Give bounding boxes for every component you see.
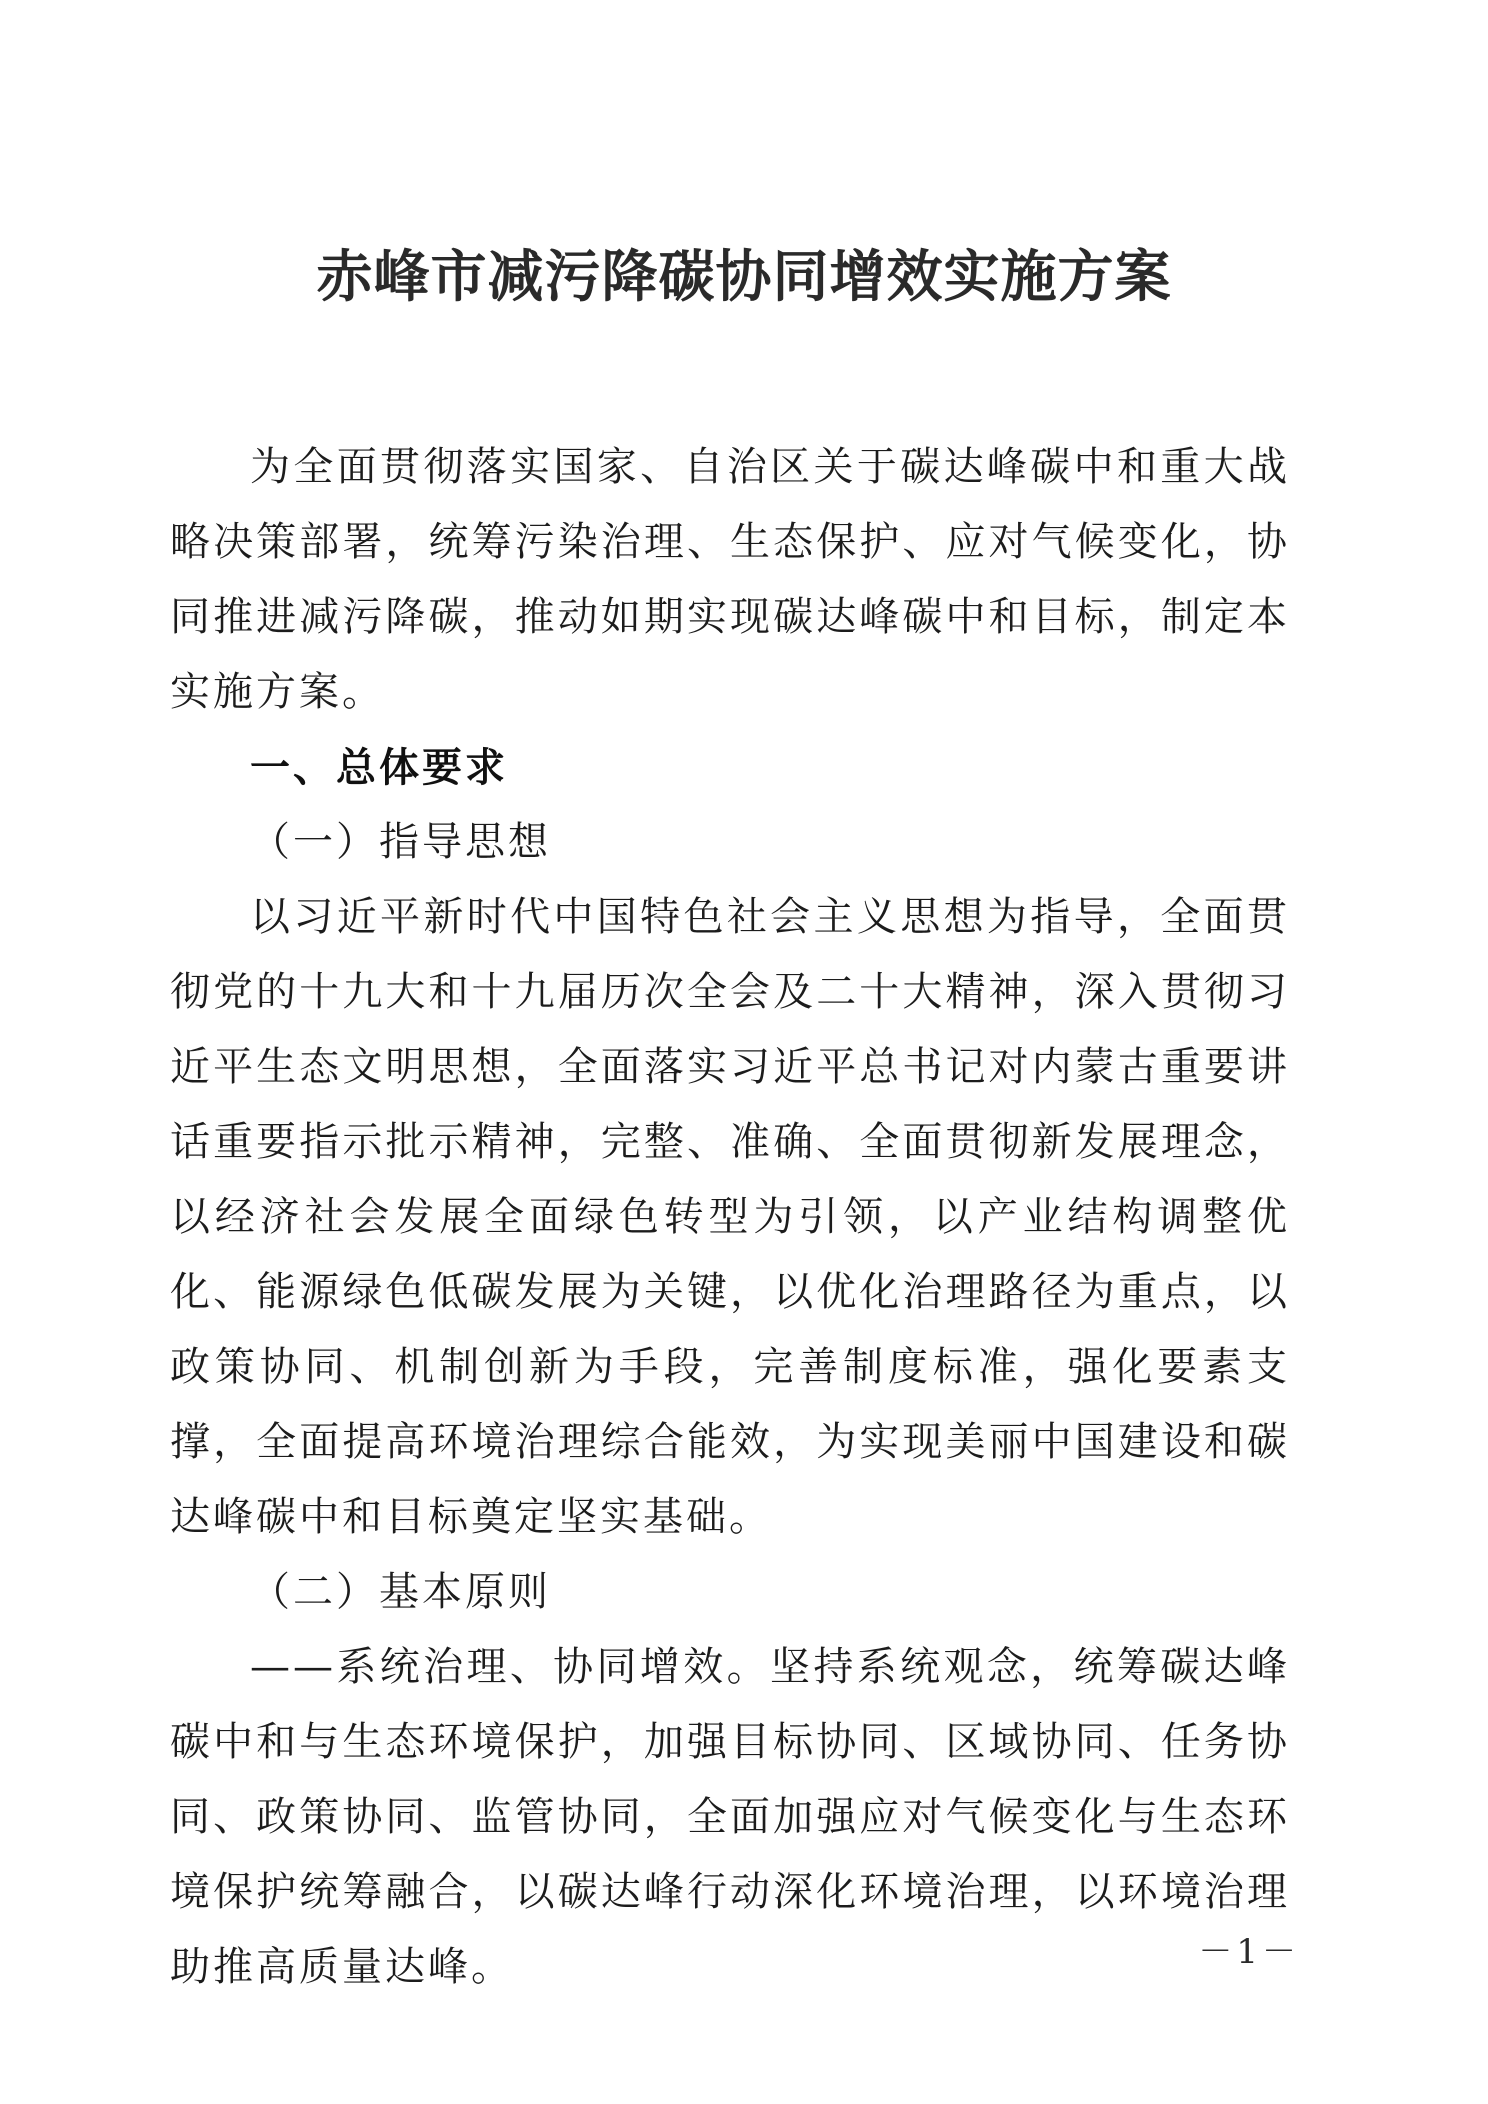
document-title: 赤峰市减污降碳协同增效实施方案 [316, 244, 1172, 310]
principle-paragraph: ——系统治理、协同增效。坚持系统观念，统筹碳达峰碳中和与生态环境保护，加强目标协同、区域协同、任务协同、政策协同、监管协同，全面加强应对气候变化与生态环境保护统筹融合，以碳达峰行动深化环境治理，以环境治理助推高质量达峰。 [170, 1644, 1290, 1990]
document-body [170, 430, 1290, 2005]
intro-paragraph: 为全面贯彻落实国家、自治区关于碳达峰碳中和重大战略决策部署，统筹污染治理、生态保护、应对气候变化，协同推进减污降碳，推动如期实现碳达峰碳中和目标，制定本实施方案。 [170, 444, 1290, 715]
section-heading-overall-requirements: 一、总体要求 [250, 744, 508, 791]
subsection-heading-guiding-ideology: （一）指导思想 [250, 819, 551, 865]
page-number: －1－ [1198, 1932, 1300, 1972]
subsection-heading-basic-principles: （二）基本原则 [250, 1569, 551, 1615]
guiding-ideology-paragraph: 以习近平新时代中国特色社会主义思想为指导，全面贯彻党的十九大和十九届历次全会及二十大精神，深入贯彻习近平生态文明思想，全面落实习近平总书记对内蒙古重要讲话重要指示批示精神，完整、准确、全面贯彻新发展理念，以经济社会发展全面绿色转型为引领，以产业结构调整优化、能源绿色低碳发展为关键，以优化治理路径为重点，以政策协同、机制创新为手段，完善制度标准，强化要素支撑，全面提高环境治理综合能效，为实现美丽中国建设和碳达峰碳中和目标奠定坚实基础。 [170, 894, 1290, 1540]
